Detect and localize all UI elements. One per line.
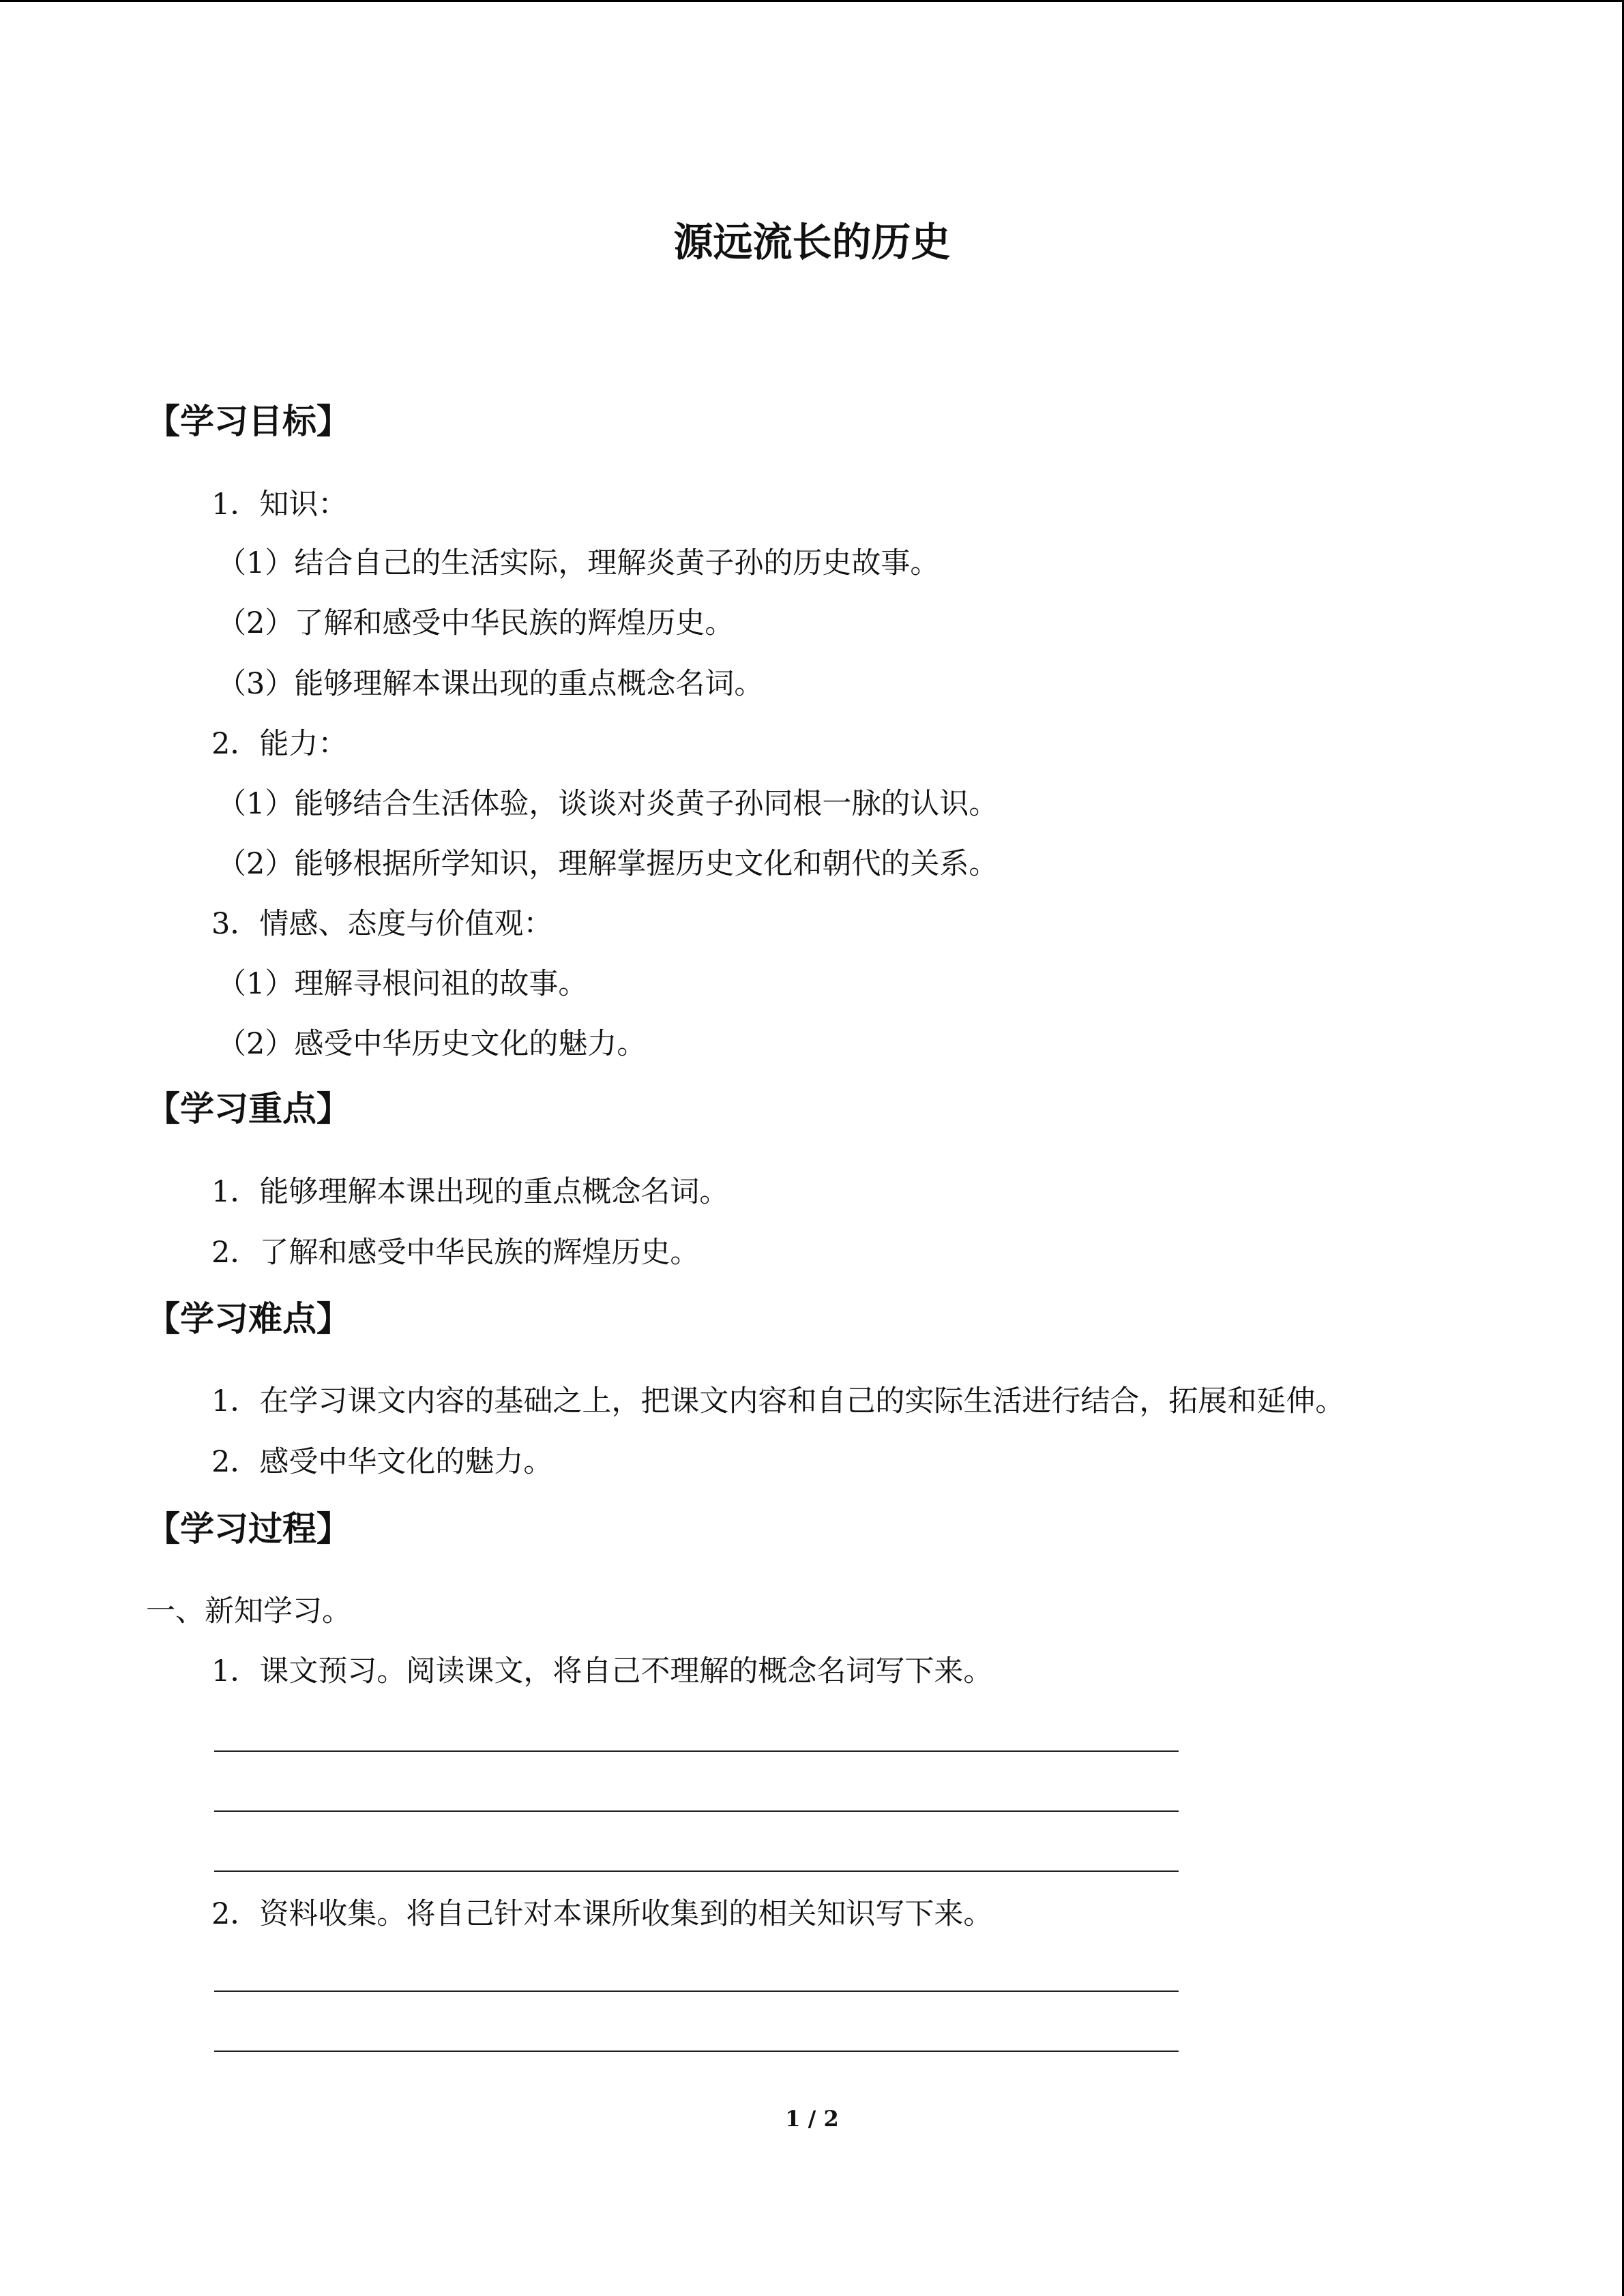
goals-item: （3）能够理解本课出现的重点概念名词。 [217, 667, 764, 701]
key-points-heading: 【学习重点】 [146, 1089, 351, 1129]
answer-line[interactable] [214, 1991, 1179, 1992]
task-1-prompt: 1．课文预习。阅读课文，将自己不理解的概念名词写下来。 [211, 1654, 993, 1688]
goals-item: （2）感受中华历史文化的魅力。 [217, 1027, 647, 1061]
goals-heading: 【学习目标】 [146, 402, 351, 441]
goals-item: 1．知识： [211, 488, 348, 522]
goals-item: 2．能力： [211, 727, 348, 761]
answer-line[interactable] [214, 2051, 1179, 2052]
page-title: 源远流长的历史 [673, 219, 951, 265]
goals-item: （1）能够结合生活体验，谈谈对炎黄子孙同根一脉的认识。 [217, 787, 999, 821]
goals-item: （1）理解寻根问祖的故事。 [217, 967, 588, 1001]
key-points-item: 2．了解和感受中华民族的辉煌历史。 [211, 1236, 700, 1270]
answer-line[interactable] [214, 1750, 1179, 1752]
process-section: 一、新知学习。 [146, 1594, 351, 1628]
difficulties-item: 2．感受中华文化的魅力。 [211, 1445, 553, 1479]
difficulties-heading: 【学习难点】 [146, 1299, 351, 1339]
task-2-prompt: 2．资料收集。将自己针对本课所收集到的相关知识写下来。 [211, 1897, 993, 1931]
page-number: 1 / 2 [785, 2106, 839, 2132]
answer-line[interactable] [214, 1810, 1179, 1812]
goals-item: 3．情感、态度与价值观： [211, 907, 553, 941]
process-heading: 【学习过程】 [146, 1509, 351, 1549]
answer-line[interactable] [214, 1870, 1179, 1872]
key-points-item: 1．能够理解本课出现的重点概念名词。 [211, 1175, 729, 1209]
difficulties-item: 1．在学习课文内容的基础之上，把课文内容和自己的实际生活进行结合，拓展和延伸。 [211, 1384, 1345, 1418]
goals-item: （1）结合自己的生活实际，理解炎黄子孙的历史故事。 [217, 546, 940, 580]
goals-item: （2）了解和感受中华民族的辉煌历史。 [217, 606, 735, 640]
goals-item: （2）能够根据所学知识，理解掌握历史文化和朝代的关系。 [217, 847, 999, 881]
